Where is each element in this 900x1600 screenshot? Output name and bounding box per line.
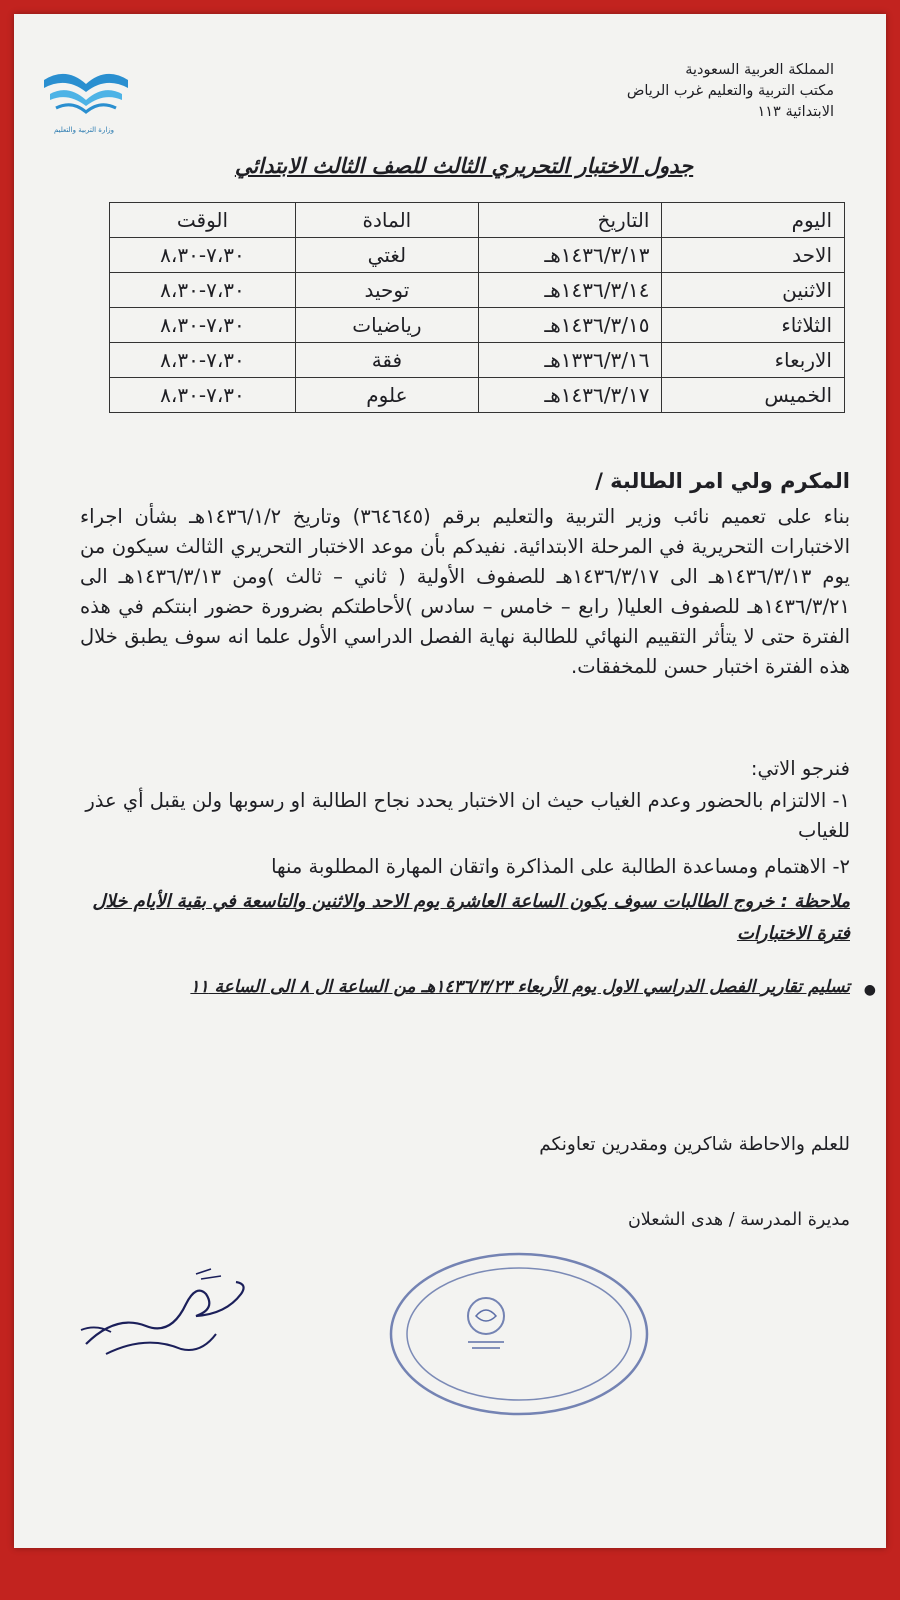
cell-time: ٧،٣٠-٨،٣٠ bbox=[110, 273, 296, 308]
cell-day: الاثنين bbox=[662, 273, 845, 308]
cell-subject: توحيد bbox=[295, 273, 478, 308]
cell-subject: لغتي bbox=[295, 238, 478, 273]
header-time: الوقت bbox=[110, 203, 296, 238]
note: ملاحظة : خروج الطالبات سوف يكون الساعة العاشرة يوم الاحد والاثنين والتاسعة في بقية الأيام خلال فترة الاختبارات bbox=[92, 891, 850, 944]
closing-line: للعلم والاحاطة شاكرين ومقدرين تعاونكم bbox=[539, 1134, 850, 1155]
cell-time: ٧،٣٠-٨،٣٠ bbox=[110, 238, 296, 273]
header-line-office: مكتب التربية والتعليم غرب الرياض bbox=[626, 83, 834, 99]
cell-date: ١٤٣٦/٣/١٧هـ bbox=[478, 378, 662, 413]
table-row bbox=[110, 238, 845, 273]
cell-date: ١٤٣٦/٣/١٣هـ bbox=[478, 238, 662, 273]
header-line-school: الابتدائية ١١٣ bbox=[757, 104, 834, 120]
request-item-2: ٢- الاهتمام ومساعدة الطالبة على المذاكرة واتقان المهارة المطلوبة منها bbox=[271, 855, 850, 878]
header-subject: المادة bbox=[295, 203, 478, 238]
cell-day: الاربعاء bbox=[662, 343, 845, 378]
table-row bbox=[110, 308, 845, 343]
exam-schedule-table bbox=[109, 202, 845, 413]
table-row bbox=[110, 273, 845, 308]
letter-paragraph: بناء على تعميم نائب وزير التربية والتعليم برقم (٣٦٤٦٤٥) وتاريخ ١٤٣٦/١/٢هـ بشأن اجراء الاختبارات التحريرية في المرحلة الابتدائية. نفيدكم بأن موعد الاختبار التحريري الثالث سيكون من يوم ١٤٣٦/٣/١٣هـ الى ١٤٣٦/٣/١٧هـ للصفوف الأولية ( ثاني – ثالث )ومن ١٤٣٦/٣/١٣هـ الى ١٤٣٦/٣/٢١هـ للصفوف العليا( رابع – خامس – سادس )لأحاطتكم بضرورة حضور ابنتكم في هذه الفترة حتى لا يتأثر التقييم النهائي للطالبة نهاية الفصل الدراسي الأول علما انه سوف يطبق خلال هذه الفترة اختبار حسن للمخفقات. bbox=[80, 505, 850, 678]
cell-date: ١٤٣٦/٣/١٥هـ bbox=[478, 308, 662, 343]
cell-date: ١٣٣٦/٣/١٦هـ bbox=[478, 343, 662, 378]
signature bbox=[76, 1254, 276, 1364]
cell-day: الخميس bbox=[662, 378, 845, 413]
cell-subject: علوم bbox=[295, 378, 478, 413]
report-bullet bbox=[80, 974, 886, 1001]
cell-time: ٧،٣٠-٨،٣٠ bbox=[110, 378, 296, 413]
cell-day: الثلاثاء bbox=[662, 308, 845, 343]
header-line-country: المملكة العربية السعودية bbox=[685, 62, 834, 78]
bullet-icon: ● bbox=[863, 982, 876, 998]
letterhead bbox=[627, 60, 834, 123]
cell-subject: فقة bbox=[295, 343, 478, 378]
table-row bbox=[110, 378, 845, 413]
request-item-1: ١- الالتزام بالحضور وعدم الغياب حيث ان الاختبار يحدد نجاح الطالبة او رسوبها ولن يقبل أي عذر للغياب bbox=[85, 789, 850, 842]
cell-day: الاحد bbox=[662, 238, 845, 273]
header-day: اليوم bbox=[662, 203, 845, 238]
page-title: جدول الاختبار التحريري الثالث للصف الثالث الابتدائي bbox=[234, 154, 694, 178]
cell-date: ١٤٣٦/٣/١٤هـ bbox=[478, 273, 662, 308]
school-stamp bbox=[384, 1246, 654, 1421]
table-header-row bbox=[110, 203, 845, 238]
header-date: التاريخ bbox=[478, 203, 662, 238]
cell-subject: رياضيات bbox=[295, 308, 478, 343]
principal-signoff: مديرة المدرسة / هدى الشعلان bbox=[627, 1210, 850, 1230]
salutation: المكرم ولي امر الطالبة / bbox=[595, 469, 850, 493]
logo-caption: وزارة التربية والتعليم bbox=[53, 126, 115, 134]
document-page bbox=[14, 14, 886, 1548]
report-bullet-text: تسليم تقارير الفصل الدراسي الاول يوم الأربعاء ١٤٣٦/٣/٢٣هـ من الساعة ال ٨ الى الساعة ١١ bbox=[190, 977, 850, 997]
cell-time: ٧،٣٠-٨،٣٠ bbox=[110, 308, 296, 343]
cell-time: ٧،٣٠-٨،٣٠ bbox=[110, 343, 296, 378]
background-strip bbox=[0, 1556, 900, 1600]
table-row bbox=[110, 343, 845, 378]
request-intro: فنرجو الاتي: bbox=[750, 757, 850, 780]
